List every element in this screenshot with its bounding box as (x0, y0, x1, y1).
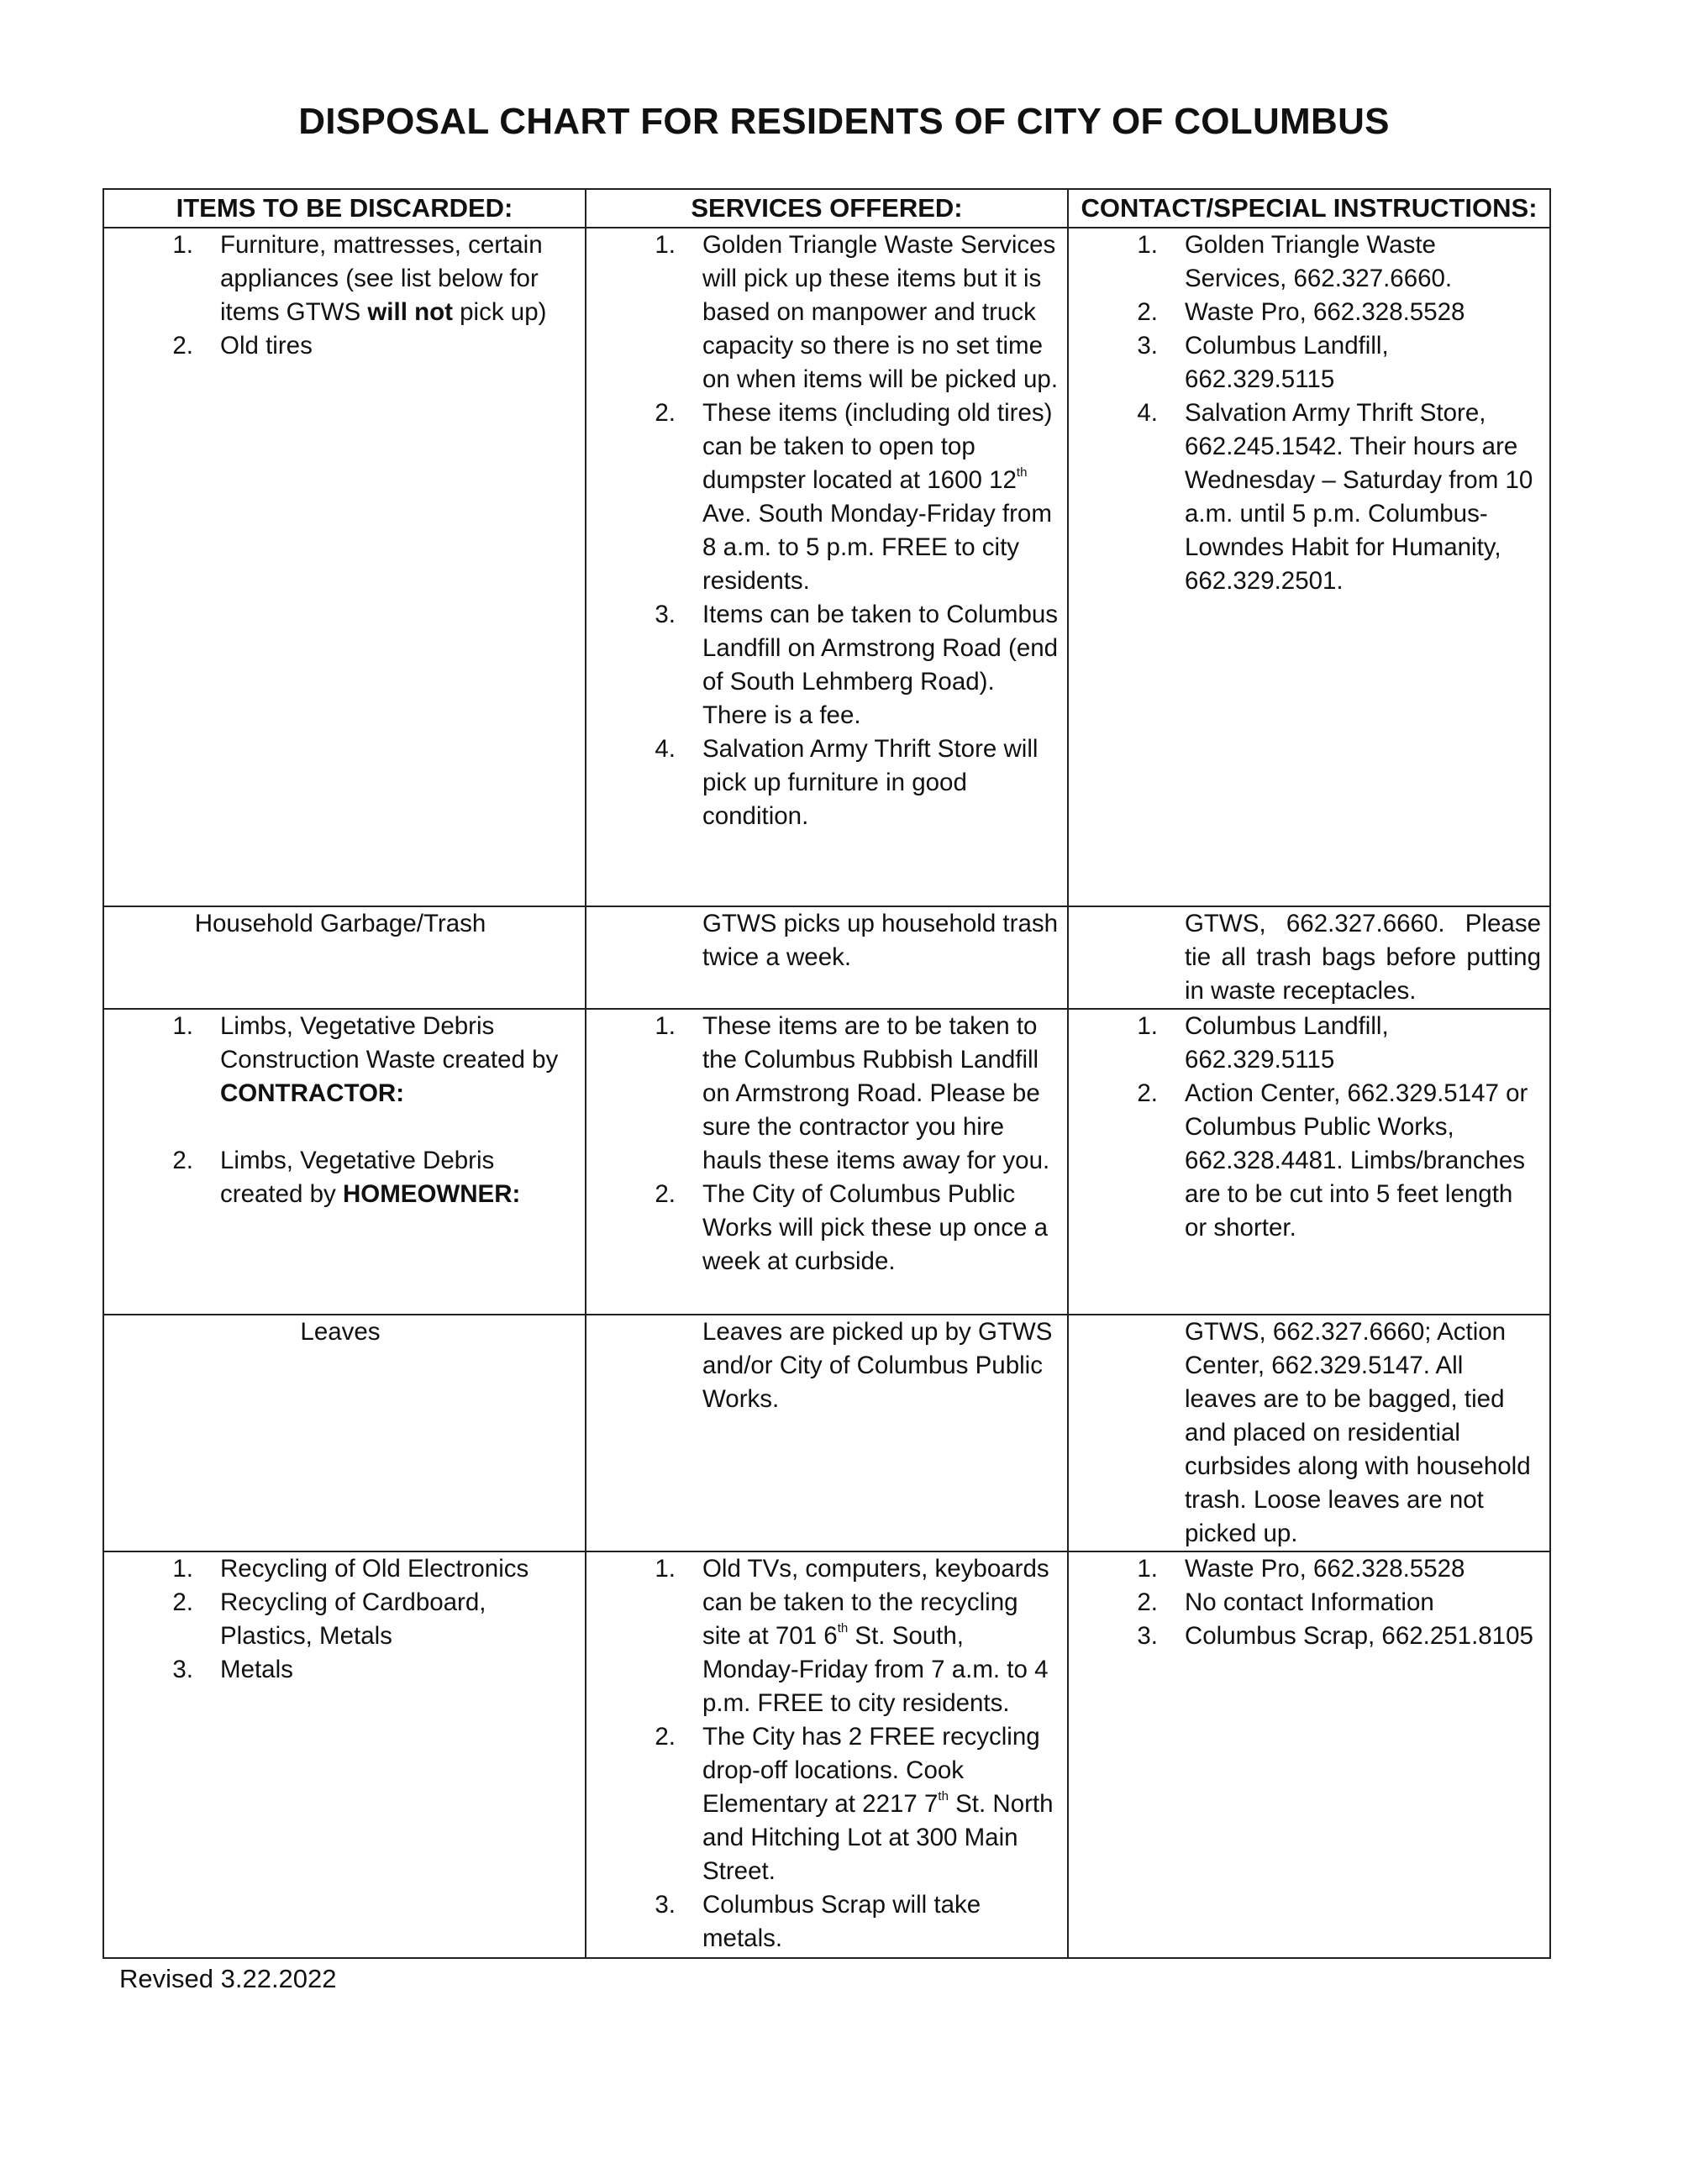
list-item: 3. Columbus Scrap, 662.251.8105 (1137, 1622, 1533, 1650)
list-item: 2. No contact Information (1137, 1588, 1434, 1616)
list-item: 3. Columbus Landfill, 662.329.5115 (1137, 332, 1389, 393)
items-cell: Leaves (103, 1315, 586, 1551)
services-cell: Leaves are picked up by GTWS and/or City of Columbus Public Works. (586, 1315, 1068, 1551)
list-item: 1. Limbs, Vegetative Debris Construction Waste created by CONTRACTOR: (172, 1012, 559, 1107)
page-title: DISPOSAL CHART FOR RESIDENTS OF CITY OF COLUMBUS (298, 101, 1390, 142)
table-row (103, 1551, 1550, 1958)
list-item: 4. Salvation Army Thrift Store will pick up furniture in good condition. (655, 735, 1039, 830)
list-item: 1. Old TVs, computers, keyboards can be taken to the recycling site at 701 6th St. South, Monday-Friday from 7 a.m. to 4 p.m. FREE to city residents. (655, 1555, 1049, 1717)
items-cell (103, 1551, 586, 1958)
list-item: 4. Salvation Army Thrift Store, 662.245.1542. Their hours are Wednesday – Saturday from 10 a.m. until 5 p.m. Columbus-Lowndes Habit for Humanity, 662.329.2501. (1137, 399, 1533, 595)
list-item: 3. Columbus Scrap will take metals. (655, 1891, 981, 1952)
contacts-cell: GTWS, 662.327.6660. Please tie all trash bags before putting in waste receptacles. (1068, 906, 1550, 1009)
services-cell (586, 228, 1068, 906)
list-item: 2. The City has 2 FREE recycling drop-off locations. Cook Elementary at 2217 7th St. North and Hitching Lot at 300 Main Street. (655, 1723, 1054, 1885)
list-item: 2. Limbs, Vegetative Debris created by HOMEOWNER: (172, 1147, 521, 1208)
services-cell (586, 1551, 1068, 1958)
table-row (103, 1009, 1550, 1315)
list-item: 2. Recycling of Cardboard, Plastics, Metals (172, 1588, 486, 1650)
header-contacts: CONTACT/SPECIAL INSTRUCTIONS: (1068, 189, 1550, 228)
items-cell (103, 1009, 586, 1315)
contacts-cell (1068, 1551, 1550, 1958)
list-item: 2. Old tires (172, 332, 313, 360)
services-cell (586, 1009, 1068, 1315)
header-items: ITEMS TO BE DISCARDED: (103, 189, 586, 228)
table-row (103, 228, 1550, 906)
table-row (103, 906, 1550, 1009)
contacts-cell (1068, 228, 1550, 906)
items-cell: Household Garbage/Trash (103, 906, 586, 1009)
table-header-row (103, 189, 1550, 228)
contacts-cell: GTWS, 662.327.6660; Action Center, 662.329.5147. All leaves are to be bagged, tied and placed on residential curbsides along with household trash. Loose leaves are not picked up. (1068, 1315, 1550, 1551)
revision-note: Revised 3.22.2022 (119, 1964, 337, 1993)
items-cell (103, 228, 586, 906)
list-item: 2. Action Center, 662.329.5147 or Columbus Public Works, 662.328.4481. Limbs/branches are to be cut into 5 feet length or shorter. (1137, 1079, 1528, 1242)
services-cell: GTWS picks up household trash twice a week. (586, 906, 1068, 1009)
list-item: 1. Golden Triangle Waste Services, 662.327.6660. (1137, 231, 1453, 292)
list-item: 3. Metals (172, 1656, 293, 1683)
list-item: 1. Waste Pro, 662.328.5528 (1137, 1555, 1465, 1583)
list-item: 3. Items can be taken to Columbus Landfill on Armstrong Road (end of South Lehmberg Road). There is a fee. (655, 601, 1059, 729)
list-item: 2. The City of Columbus Public Works will pick these up once a week at curbside. (655, 1180, 1048, 1275)
table-row (103, 1315, 1550, 1551)
list-item: 2. These items (including old tires) can be taken to open top dumpster located at 1600 12th Ave. South Monday-Friday from 8 a.m. to 5 p.m. FREE to city residents. (655, 399, 1053, 595)
list-item: 1. Golden Triangle Waste Services will pick up these items but it is based on manpower and truck capacity so there is no set time on when items will be picked up. (655, 231, 1059, 393)
list-item: 1. Recycling of Old Electronics (172, 1555, 529, 1583)
list-item: 1. Columbus Landfill, 662.329.5115 (1137, 1012, 1389, 1074)
list-item: 1. Furniture, mattresses, certain appliances (see list below for items GTWS will not pick up) (172, 231, 547, 326)
header-services: SERVICES OFFERED: (586, 189, 1068, 228)
disposal-chart-table (103, 188, 1551, 1959)
list-item: 2. Waste Pro, 662.328.5528 (1137, 298, 1465, 326)
contacts-cell (1068, 1009, 1550, 1315)
list-item: 1. These items are to be taken to the Columbus Rubbish Landfill on Armstrong Road. Please be sure the contractor you hire hauls these items away for you. (655, 1012, 1050, 1174)
